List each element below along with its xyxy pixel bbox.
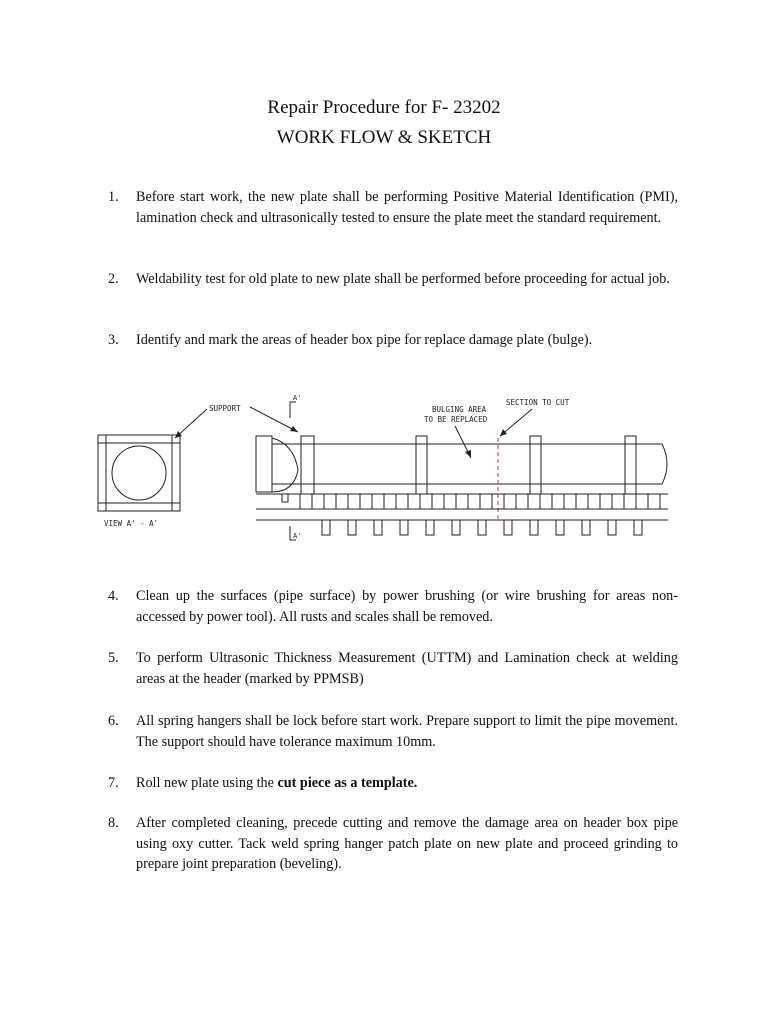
bulging-callout	[424, 398, 570, 520]
step-text: Weldability test for old plate to new plate shall be performed before proceeding for actual job.	[136, 271, 670, 287]
header-box-sketch	[0, 380, 768, 560]
section-view	[98, 435, 180, 528]
nozzle	[504, 520, 512, 535]
section-marker-bottom	[290, 526, 301, 540]
step-text: Before start work, the new plate shall be performing Positive Material Identification (PMI), lamination check and ultrasonically tested to ensure the plate meet the standard requirement.	[136, 189, 678, 226]
document-title: Repair Procedure for F- 23202	[267, 97, 501, 118]
bulging-label-1: BULGING AREA	[432, 405, 487, 414]
step-text-plain: Roll new plate using the	[136, 775, 278, 791]
nozzle	[374, 520, 382, 535]
step-3	[108, 330, 678, 351]
step-number: 4.	[108, 588, 119, 604]
step-text: Clean up the surfaces (pipe surface) by power brushing (or wire brushing for areas non-accessed by power tool). All rusts and scales shall be removed.	[136, 588, 678, 625]
nozzle	[478, 520, 486, 535]
step-text-bold: cut piece as a template.	[277, 775, 418, 791]
step-1	[108, 187, 678, 228]
nozzle	[400, 520, 408, 535]
view-label: VIEW A' - A'	[104, 519, 159, 528]
step-8	[108, 813, 678, 875]
step-text: All spring hangers shall be lock before start work. Prepare support to limit the pipe movement. The support should have tolerance maximum 10mm.	[136, 713, 678, 750]
step-number: 1.	[108, 189, 119, 205]
step-number: 6.	[108, 713, 119, 729]
svg-text:A': A'	[293, 532, 302, 540]
document-subtitle: WORK FLOW & SKETCH	[276, 127, 492, 148]
section-marker-top	[290, 394, 301, 418]
bulging-label-2: TO BE REPLACED	[424, 415, 488, 424]
step-number: 7.	[108, 775, 119, 791]
nozzle	[530, 520, 538, 535]
step-number: 3.	[108, 332, 119, 348]
step-text: Identify and mark the areas of header box pipe for replace damage plate (bulge).	[136, 332, 593, 348]
nozzle	[322, 520, 330, 535]
step-number: 5.	[108, 650, 119, 666]
support-callout	[175, 404, 298, 438]
step-5	[108, 648, 678, 689]
header-pipe	[272, 444, 667, 484]
nozzle	[634, 520, 642, 535]
nozzle-row	[300, 494, 660, 535]
step-6	[108, 711, 678, 752]
step-7	[108, 773, 678, 794]
step-text: After completed cleaning, precede cutting and remove the damage area on header box pipe using oxy cutter. Tack weld spring hanger patch plate on new plate and proceed grinding to prepare joint preparation (beveling).	[136, 815, 678, 872]
nozzle	[556, 520, 564, 535]
support-posts	[301, 436, 636, 494]
step-text	[136, 773, 678, 794]
step-4	[108, 586, 678, 627]
step-number: 2.	[108, 271, 119, 287]
header-bottom-rail	[256, 494, 668, 520]
nozzle	[582, 520, 590, 535]
step-2	[108, 269, 678, 290]
step-text: To perform Ultrasonic Thickness Measurement (UTTM) and Lamination check at welding areas at the header (marked by PPMSB)	[136, 650, 678, 687]
nozzle	[608, 520, 616, 535]
svg-text:A': A'	[293, 394, 302, 402]
step-number: 8.	[108, 815, 119, 831]
nozzle	[426, 520, 434, 535]
nozzle	[348, 520, 356, 535]
nozzle	[452, 520, 460, 535]
section-cut-label: SECTION TO CUT	[506, 398, 570, 407]
support-label: SUPPORT	[209, 404, 241, 413]
